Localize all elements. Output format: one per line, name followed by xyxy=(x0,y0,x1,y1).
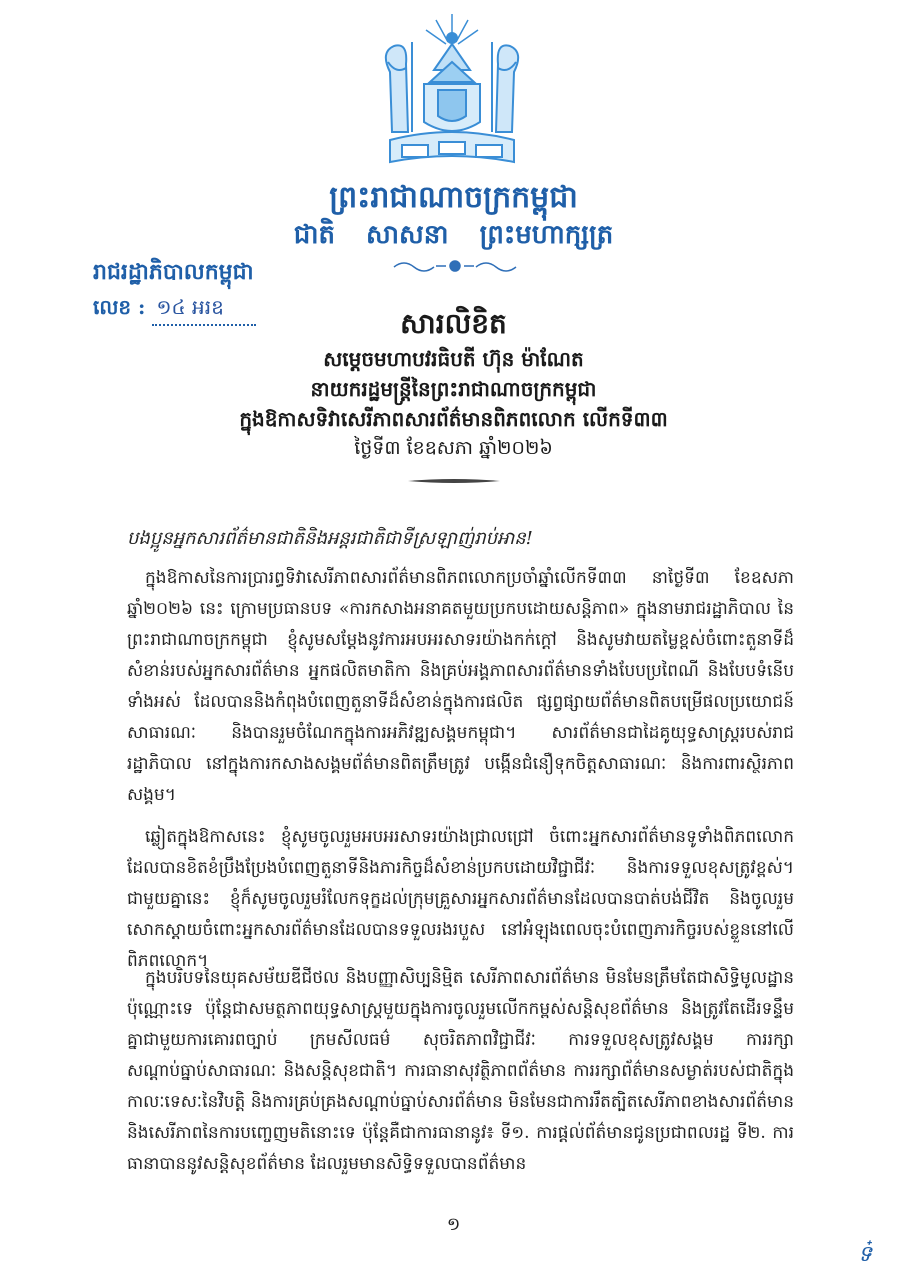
royal-emblem-icon xyxy=(372,12,532,172)
document-number-value: ១៤ អរឧ xyxy=(152,294,256,326)
paragraph-3: ក្នុងបរិបទនៃយុគសម័យឌីជីថល និងបញ្ញាសិប្បនិម្មិត សេរីភាពសារព័ត៌មាន មិនមែនត្រឹមតែជាសិទ្ធិមូលដ្ឋានប៉ុណ្ណោះទេ ប៉ុន្តែជាសមត្ថភាពយុទ្ធសាស្ត្រមួយក្នុងការចូលរួមលើកកម្ពស់សន្តិសុខព័ត៌មាន និងត្រូវតែដើរទន្ទឹមគ្នាជាមួយការគោរពច្បាប់ ក្រមសីលធម៌ សុចរិតភាពវិជ្ជាជីវៈ ការទទួលខុសត្រូវសង្គម ការរក្សាសណ្តាប់ធ្នាប់សាធារណៈ និងសន្តិសុខជាតិ។ ការធានាសុវត្ថិភាពព័ត៌មាន ការរក្សាព័ត៌មានសម្ងាត់របស់ជាតិក្នុងកាលៈទេសៈនៃវិបត្តិ និងការគ្រប់គ្រងសណ្តាប់ធ្នាប់សារព័ត៌មាន មិនមែនជាការរឹតត្បិតសេរីភាពខាងសារព័ត៌មាន និងសេរីភាពនៃការបញ្ចេញមតិនោះទេ ប៉ុន្តែគឺជាការធានានូវ៖ ទី១. ការផ្តល់ព័ត៌មានជូនប្រជាពលរដ្ឋ ទី២. ការធានាបាននូវសន្តិសុខព័ត៌មាន ដែលរួមមានសិទ្ធិទទួលបានព័ត៌មាន xyxy=(127,968,794,1174)
sender-position: នាយករដ្ឋមន្ត្រីនៃព្រះរាជាណាចក្រកម្ពុជា xyxy=(310,377,597,401)
page-number: ១ xyxy=(446,1214,461,1235)
sender-name: សម្តេចមហាបវរធិបតី ហ៊ុន ម៉ាណែត xyxy=(323,347,584,371)
occasion: ក្នុងឱកាសទិវាសេរីភាពសារព័ត៌មានពិភពលោក លើកទី៣៣ xyxy=(239,407,668,431)
document-title: សារលិខិត xyxy=(400,307,507,340)
national-motto: ជាតិ សាសនា ព្រះមហាក្សត្រ xyxy=(293,220,614,250)
government-name: រាជរដ្ឋាភិបាលកម្ពុជា xyxy=(93,259,254,285)
paragraph-2: ឆ្លៀតក្នុងឱកាសនេះ ខ្ញុំសូមចូលរួមអបអរសាទរយ៉ាងជ្រាលជ្រៅ ចំពោះអ្នកសារព័ត៌មានទូទាំងពិភពលោក ដែលបានខិតខំប្រឹងប្រែងបំពេញតួនាទីនិងភារកិច្ចដ៏សំខាន់ប្រកបដោយវិជ្ជាជីវៈ និងការទទួលខុសត្រូវខ្ពស់។ ជាមួយគ្នានេះ ខ្ញុំក៏សូមចូលរួមរំលែកទុក្ខដល់ក្រុមគ្រួសារអ្នកសារព័ត៌មានដែលបានបាត់បង់ជីវិត និងចូលរួមសោកស្តាយចំពោះអ្នកសារព័ត៌មានដែលបានទទួលរងរបួស នៅអំឡុងពេលចុះបំពេញភារកិច្ចរបស់ខ្លួននៅលើពិភពលោក។ xyxy=(127,827,794,971)
ornament-divider-icon xyxy=(390,257,520,275)
title-divider xyxy=(408,478,500,484)
paragraph-1: ក្នុងឱកាសនៃការប្រារព្ធទិវាសេរីភាពសារព័ត៌មានពិភពលោកប្រចាំឆ្នាំលើកទី៣៣ នាថ្ងៃទី៣ ខែឧសភា ឆ្នាំ២០២៦ នេះ ក្រោមប្រធានបទ «ការកសាងអនាគតមួយប្រកបដោយសន្តិភាព» ក្នុងនាមរាជរដ្ឋាភិបាល នៃព្រះរាជាណាចក្រកម្ពុជា ខ្ញុំសូមសម្តែងនូវការអបអរសាទរយ៉ាងកក់ក្តៅ និងសូមវាយតម្លៃខ្ពស់ចំពោះតួនាទីដ៏សំខាន់របស់អ្នកសារព័ត៌មាន អ្នកផលិតមាតិកា និងគ្រប់អង្គភាពសារព័ត៌មានទាំងបែបប្រពៃណី និងបែបទំនើបទាំងអស់ ដែលបាននិងកំពុងបំពេញតួនាទីដ៏សំខាន់ក្នុងការផលិត ផ្សព្វផ្សាយព័ត៌មានពិតបម្រើផលប្រយោជន៍សាធារណៈ និងបានរួមចំណែកក្នុងការអភិវឌ្ឍសង្គមកម្ពុជា។ សារព័ត៌មានជាដៃគូយុទ្ធសាស្ត្ររបស់រាជរដ្ឋាភិបាល នៅក្នុងការកសាងសង្គមព័ត៌មានពិតត្រឹមត្រូវ បង្កើនជំនឿទុកចិត្តសាធារណៈ និងការពារស្ថិរភាពសង្គម។ xyxy=(127,568,794,805)
handwritten-initials: ទ៎ xyxy=(858,1242,872,1267)
kingdom-name: ព្រះរាជាណាចក្រកម្ពុជា xyxy=(329,180,578,215)
document-number-label: លេខ : xyxy=(93,295,146,319)
document-date: ថ្ងៃទី៣ ខែឧសភា ឆ្នាំ២០២៦ xyxy=(354,437,553,459)
salutation: បងប្អូនអ្នកសារព័ត៌មានជាតិនិងអន្តរជាតិជាទីស្រឡាញ់រាប់អាន! xyxy=(127,528,533,549)
